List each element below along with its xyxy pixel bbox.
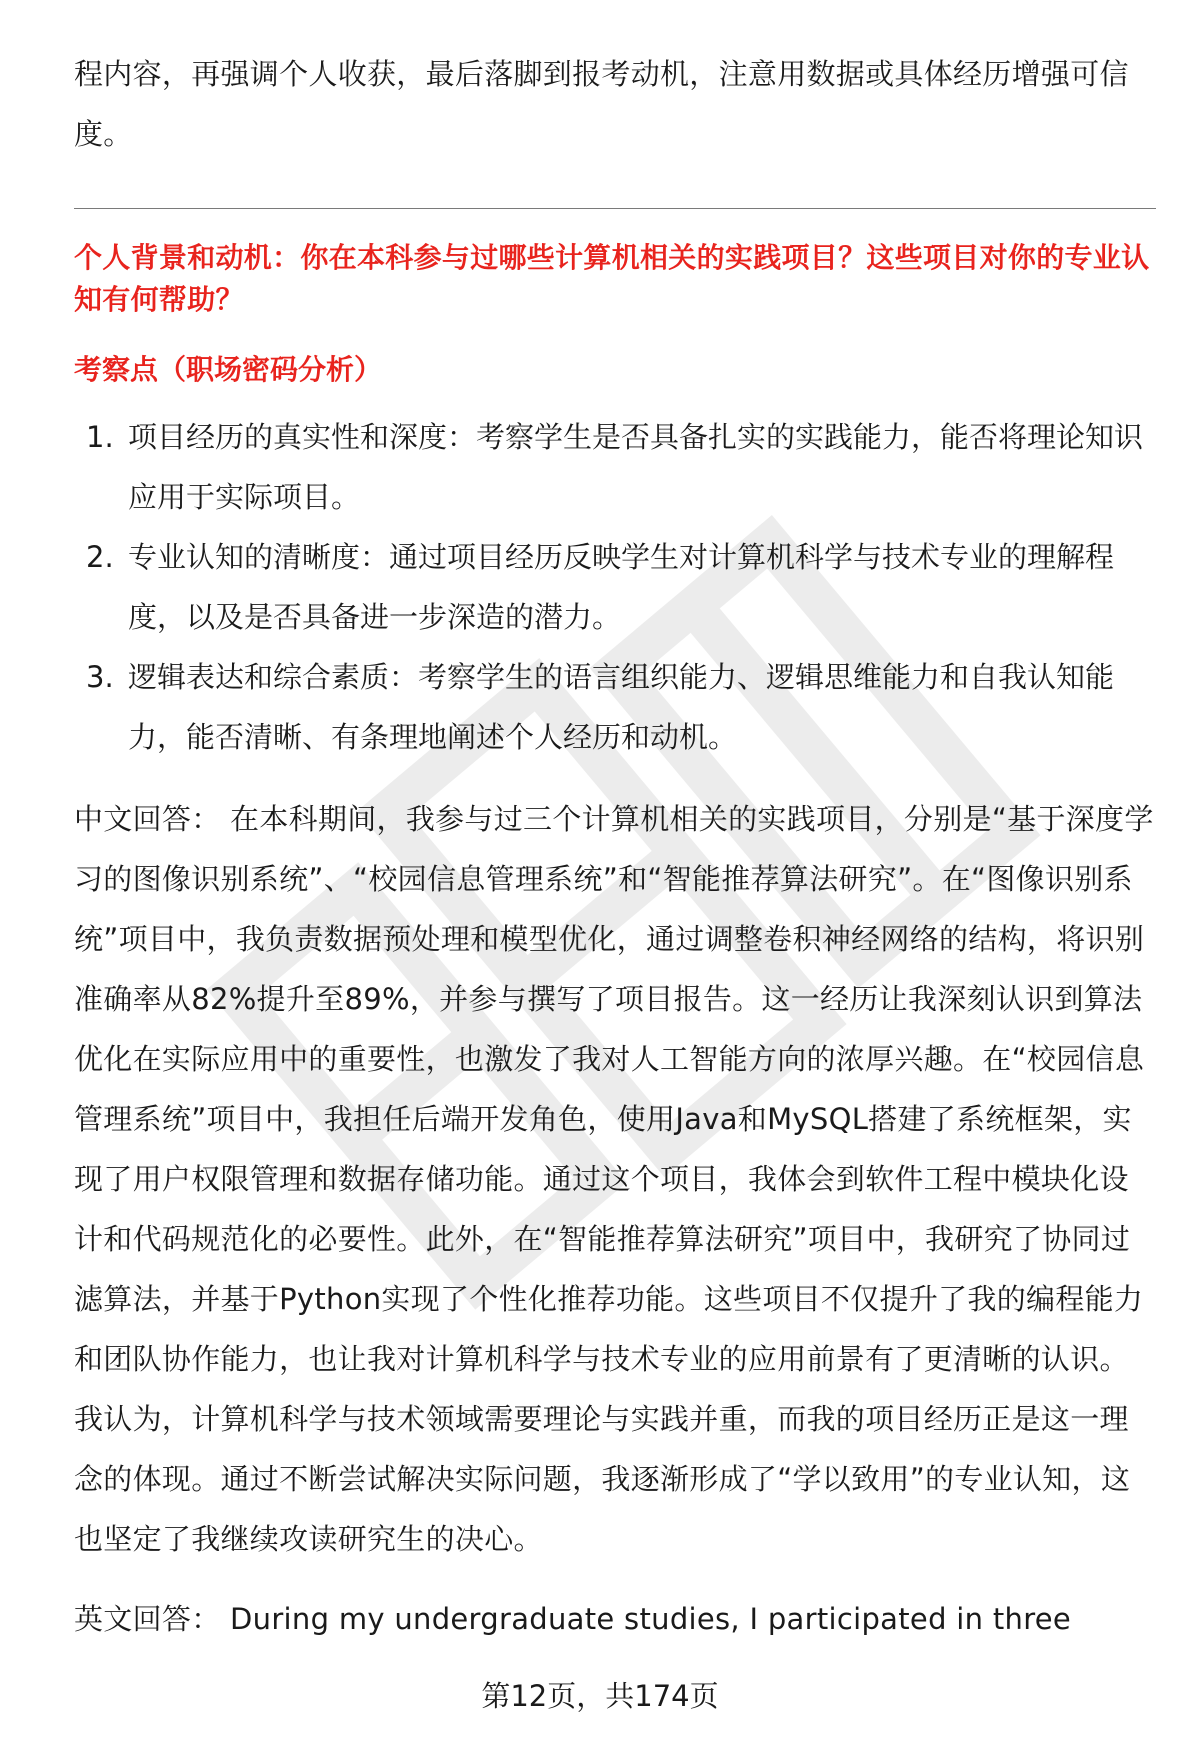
point-number: 2. (86, 540, 114, 574)
analysis-point (74, 527, 1158, 647)
analysis-point (74, 647, 1158, 767)
chinese-answer-paragraph: 中文回答： 在本科期间，我参与过三个计算机相关的实践项目，分别是“基于深度学习的图像识别系统”、“校园信息管理系统”和“智能推荐算法研究”。在“图像识别系统”项目中，我负责数据预处理和模型优化，通过调整卷积神经网络的结构，将识别准确率从82%提升至89%，并参与撰写了项目报告。这一经历让我深刻认识到算法优化在实际应用中的重要性，也激发了我对人工智能方向的浓厚兴趣。在“校园信息管理系统”项目中，我担任后端开发角色，使用Java和MySQL搭建了系统框架，实现了用户权限管理和数据存储功能。通过这个项目，我体会到软件工程中模块化设计和代码规范化的必要性。此外，在“智能推荐算法研究”项目中，我研究了协同过滤算法，并基于Python实现了个性化推荐功能。这些项目不仅提升了我的编程能力和团队协作能力，也让我对计算机科学与技术专业的应用前景有了更清晰的认识。我认为，计算机科学与技术领域需要理论与实践并重，而我的项目经历正是这一理念的体现。通过不断尝试解决实际问题，我逐渐形成了“学以致用”的专业认知，这也坚定了我继续攻读研究生的决心。 (74, 802, 1154, 1556)
question-heading: 个人背景和动机：你在本科参与过哪些计算机相关的实践项目？这些项目对你的专业认知有何帮助？ (74, 241, 1150, 316)
point-text: 项目经历的真实性和深度：考察学生是否具备扎实的实践能力，能否将理论知识应用于实际项目。 (128, 420, 1144, 514)
point-number: 1. (86, 420, 114, 454)
point-text: 专业认知的清晰度：通过项目经历反映学生对计算机科学与技术专业的理解程度，以及是否具备进一步深造的潜力。 (128, 540, 1115, 634)
page-content (74, 44, 1158, 1649)
page-number-footer: 第12页，共174页 (481, 1679, 719, 1713)
point-text: 逻辑表达和综合素质：考察学生的语言组织能力、逻辑思维能力和自我认知能力，能否清晰、有条理地阐述个人经历和动机。 (128, 660, 1115, 754)
english-answer-paragraph: 英文回答： During my undergraduate studies, I participated in three (74, 1602, 1072, 1636)
section-divider (74, 208, 1156, 209)
point-number: 3. (86, 660, 114, 694)
analysis-point (74, 407, 1158, 527)
analysis-heading: 考察点（职场密码分析） (74, 353, 383, 386)
analysis-points-list (74, 407, 1158, 767)
continuation-paragraph: 程内容，再强调个人收获，最后落脚到报考动机，注意用数据或具体经历增强可信度。 (74, 57, 1129, 151)
